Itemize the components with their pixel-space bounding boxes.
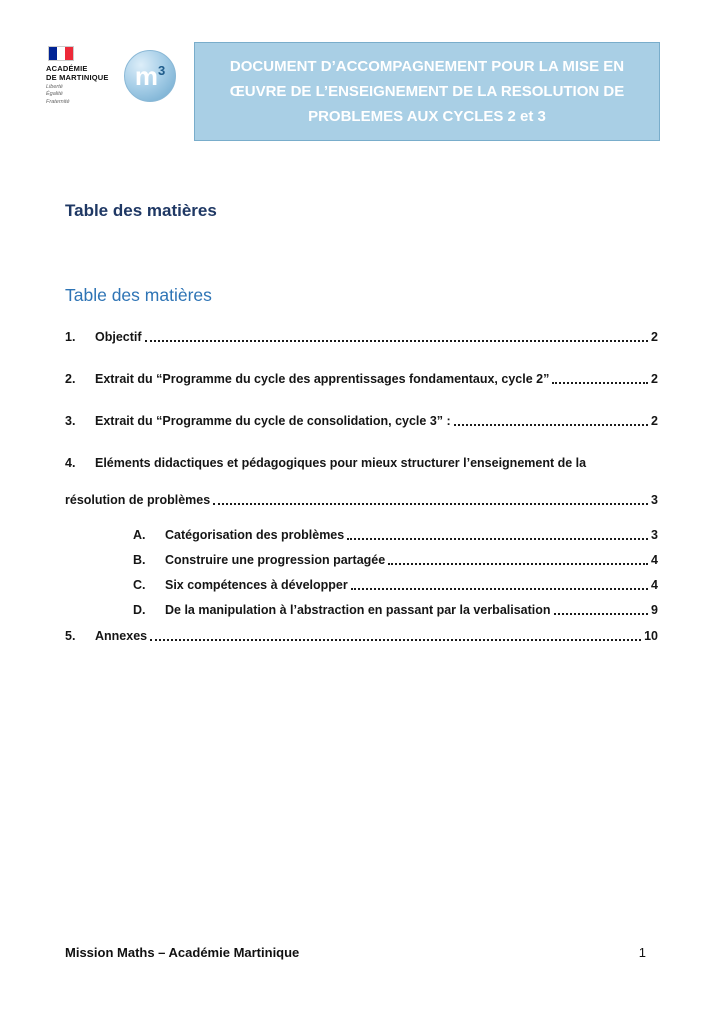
- toc-subentry-manipulation: [65, 601, 658, 619]
- toc-entry-elements-didactiques-line2: [65, 491, 658, 509]
- toc-entry-label: Eléments didactiques et pédagogiques pour mieux structurer l’enseignement de la: [95, 455, 587, 470]
- toc-entry-extrait-cycle3: [65, 412, 658, 430]
- page-footer: [65, 945, 646, 960]
- dotted-leader: [552, 382, 648, 384]
- toc-entry-page: 10: [644, 628, 658, 643]
- toc-entry-page: 2: [651, 371, 658, 386]
- toc-subentry-page: 4: [651, 577, 658, 592]
- footer-text: Mission Maths – Académie Martinique: [65, 945, 300, 960]
- toc-subentry-letter: D.: [133, 602, 146, 617]
- toc-entry-label-continuation: résolution de problèmes: [65, 492, 211, 507]
- motto-line3: Fraternité: [46, 98, 70, 105]
- flag-blue-stripe: [49, 47, 57, 60]
- m3-mission-maths-logo: [124, 50, 176, 102]
- page-title: Table des matières: [65, 200, 217, 220]
- toc-entry-page: 3: [651, 492, 658, 507]
- toc-entry-number: 5.: [65, 628, 76, 643]
- banner-title-line2: ŒUVRE DE L’ENSEIGNEMENT DE LA RESOLUTION DE: [229, 83, 625, 101]
- dotted-leader: [347, 538, 648, 540]
- toc-entry-label: Extrait du “Programme du cycle des apprentissages fondamentaux, cycle 2”: [95, 371, 550, 386]
- toc-subentry-label: Catégorisation des problèmes: [165, 527, 345, 542]
- toc-entry-page: 2: [651, 329, 658, 344]
- toc-entry-objectif: [65, 328, 658, 346]
- m3-logo-exponent: 3: [157, 62, 166, 78]
- academie-martinique-logo: [46, 42, 110, 106]
- academie-name-line1: ACADÉMIE: [46, 64, 88, 73]
- dotted-leader: [454, 424, 648, 426]
- toc-entry-number: 2.: [65, 371, 76, 386]
- dotted-leader: [351, 588, 648, 590]
- toc-entry-number: 1.: [65, 329, 76, 344]
- toc-entry-annexes: [65, 627, 658, 645]
- toc-subentry-competences: [65, 576, 658, 594]
- toc-subentry-progression: [65, 551, 658, 569]
- toc-subentry-label: Construire une progression partagée: [165, 552, 386, 567]
- header-banner: [194, 42, 660, 141]
- motto-line1: Liberté: [46, 84, 63, 90]
- toc-subentry-letter: B.: [133, 552, 146, 567]
- flag-white-stripe: [57, 47, 65, 60]
- french-flag-icon: [48, 46, 74, 61]
- academie-motto: [46, 84, 110, 106]
- toc-entry-label: Annexes: [95, 628, 148, 643]
- dotted-leader: [554, 613, 649, 615]
- toc-entry-label: Extrait du “Programme du cycle de consolidation, cycle 3” :: [95, 413, 451, 428]
- m3-logo-letter: m: [134, 60, 158, 91]
- toc-subentry-page: 9: [651, 602, 658, 617]
- academie-name-line2: DE MARTINIQUE: [46, 73, 109, 82]
- table-of-contents: [0, 285, 724, 645]
- toc-subentry-page: 4: [651, 552, 658, 567]
- page-number: 1: [638, 945, 646, 960]
- dotted-leader: [213, 503, 648, 505]
- flag-red-stripe: [65, 47, 73, 60]
- toc-subentry-label: De la manipulation à l’abstraction en passant par la verbalisation: [165, 602, 551, 617]
- toc-subentry-label: Six compétences à développer: [165, 577, 348, 592]
- motto-line2: Égalité: [46, 91, 63, 98]
- toc-subentry-letter: C.: [133, 577, 146, 592]
- toc-entry-page: 2: [651, 413, 658, 428]
- header: [0, 0, 724, 141]
- toc-entry-elements-didactiques-line1: [65, 454, 658, 472]
- toc-entry-number: 4.: [65, 455, 76, 470]
- toc-entry-extrait-cycle2: [65, 370, 658, 388]
- academie-name: [46, 64, 110, 82]
- dotted-leader: [388, 563, 648, 565]
- dotted-leader: [150, 639, 641, 641]
- toc-entry-label: Objectif: [95, 329, 142, 344]
- toc-title: Table des matières: [65, 284, 212, 305]
- toc-subentry-categorisation: [65, 526, 658, 544]
- banner-title-line1: DOCUMENT D’ACCOMPAGNEMENT POUR LA MISE EN: [229, 58, 625, 75]
- toc-entry-number: 3.: [65, 413, 76, 428]
- toc-subentry-page: 3: [651, 527, 658, 542]
- toc-subentry-letter: A.: [133, 527, 146, 542]
- dotted-leader: [145, 340, 649, 342]
- banner-title-line3: PROBLEMES AUX CYCLES 2 et 3: [308, 108, 546, 126]
